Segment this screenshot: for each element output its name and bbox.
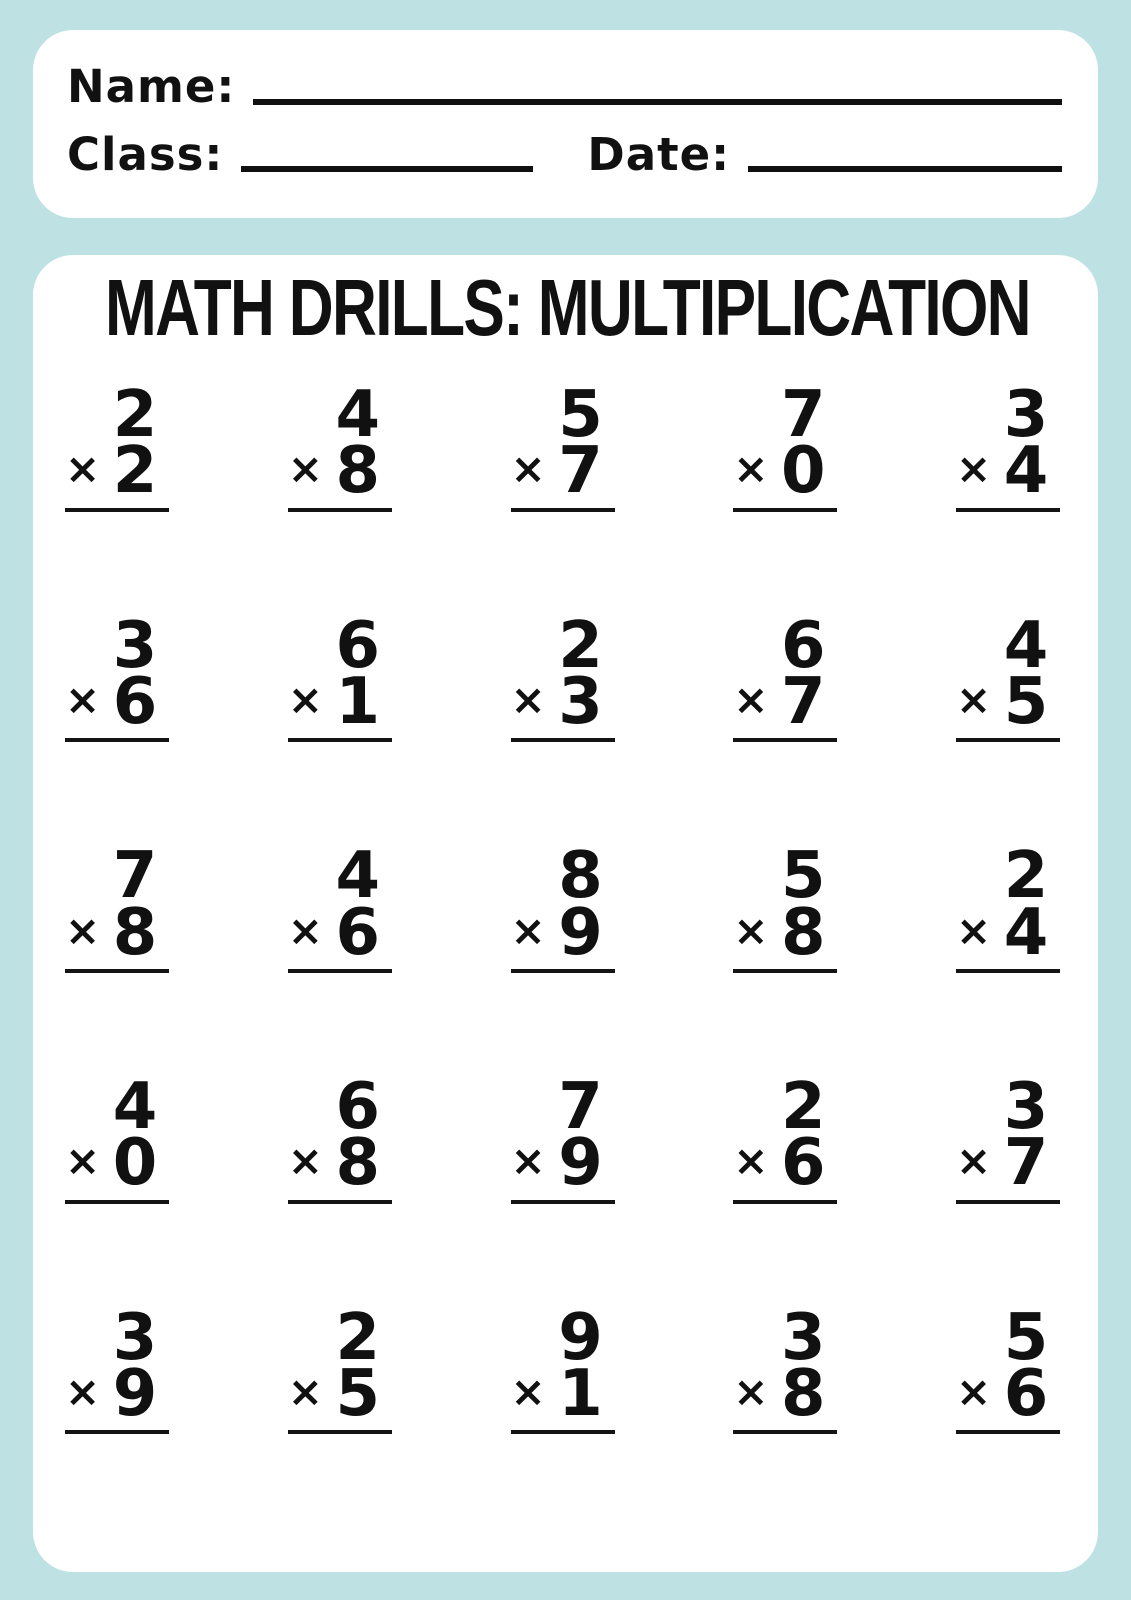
multiply-icon: × [733, 905, 769, 955]
multiplier: 8 [335, 434, 381, 509]
multiplier: 9 [558, 1126, 603, 1201]
answer-line[interactable] [65, 1200, 169, 1204]
answer-line[interactable] [511, 1430, 615, 1434]
problem-20 [956, 1069, 1060, 1204]
answer-line[interactable] [733, 738, 837, 742]
multiplicand: 6 [780, 608, 826, 683]
multiplicand: 4 [335, 378, 381, 452]
problem-15 [956, 839, 1060, 973]
multiplier: 8 [780, 1356, 826, 1431]
multiply-icon: × [287, 444, 323, 494]
problem-12 [287, 839, 392, 973]
multiplicand: 7 [112, 839, 158, 914]
answer-line[interactable] [956, 1200, 1060, 1204]
class-date-row [67, 127, 1062, 181]
multiply-icon: × [65, 675, 101, 725]
multiplier: 8 [335, 1126, 381, 1201]
problem-5 [956, 378, 1060, 512]
answer-line[interactable] [288, 508, 392, 512]
answer-line[interactable] [733, 1430, 837, 1434]
multiplicand: 6 [335, 1069, 381, 1144]
multiply-icon: × [733, 1136, 769, 1186]
multiplicand: 5 [780, 839, 826, 914]
multiply-icon: × [65, 1136, 101, 1186]
name-label: Name: [67, 60, 236, 113]
multiplicand: 2 [558, 608, 603, 683]
multiplicand: 3 [1003, 1069, 1049, 1144]
multiplicand: 7 [780, 378, 826, 452]
multiplicand: 2 [1003, 839, 1049, 914]
multiplier: 4 [1003, 434, 1049, 509]
multiplicand: 2 [780, 1069, 826, 1144]
answer-line[interactable] [956, 738, 1060, 742]
problem-10 [956, 608, 1060, 743]
answer-line[interactable] [65, 508, 169, 512]
multiplier: 4 [1003, 895, 1049, 970]
multiply-icon: × [733, 675, 769, 725]
multiplier: 1 [335, 664, 381, 739]
multiply-icon: × [510, 905, 546, 955]
multiplicand: 8 [558, 839, 603, 914]
multiply-icon: × [287, 905, 323, 955]
multiply-icon: × [287, 1136, 323, 1186]
multiplicand: 9 [558, 1300, 603, 1375]
multiply-icon: × [733, 1366, 769, 1416]
multiplier: 5 [335, 1356, 381, 1431]
problem-2 [287, 378, 392, 512]
problems-grid [63, 378, 1068, 1434]
multiplicand: 2 [335, 1300, 381, 1375]
multiplier: 9 [112, 1356, 158, 1431]
multiply-icon: × [287, 1366, 323, 1416]
name-row [67, 62, 1062, 112]
multiplicand: 5 [558, 378, 603, 452]
multiplicand: 4 [1003, 608, 1049, 683]
multiplier: 2 [112, 434, 158, 509]
problem-4 [733, 378, 837, 512]
multiplier: 5 [1003, 664, 1049, 739]
multiplier: 6 [112, 664, 158, 739]
answer-line[interactable] [288, 1430, 392, 1434]
multiply-icon: × [956, 444, 992, 494]
problem-18 [510, 1069, 615, 1204]
multiply-icon: × [956, 675, 992, 725]
multiplier: 6 [1003, 1356, 1049, 1431]
answer-line[interactable] [733, 969, 837, 973]
problem-3 [510, 378, 615, 512]
multiplier: 0 [112, 1126, 158, 1201]
answer-line[interactable] [288, 1200, 392, 1204]
multiplicand: 4 [112, 1069, 158, 1144]
multiply-icon: × [510, 1366, 546, 1416]
multiply-icon: × [287, 675, 323, 725]
multiplier: 3 [558, 664, 603, 739]
multiplier: 0 [780, 434, 826, 509]
answer-line[interactable] [288, 969, 392, 973]
multiplier: 6 [780, 1126, 826, 1201]
multiply-icon: × [733, 444, 769, 494]
multiplicand: 3 [112, 608, 158, 683]
multiply-icon: × [65, 905, 101, 955]
class-label: Class: [67, 127, 224, 181]
problems-panel [33, 255, 1098, 1572]
multiplier: 8 [112, 895, 158, 970]
multiply-icon: × [65, 444, 101, 494]
answer-line[interactable] [65, 969, 169, 973]
problem-11 [65, 839, 169, 973]
multiply-icon: × [510, 444, 546, 494]
multiplier: 8 [780, 895, 826, 970]
answer-line[interactable] [65, 738, 169, 742]
multiply-icon: × [956, 905, 992, 955]
answer-line[interactable] [511, 969, 615, 973]
multiplicand: 3 [780, 1300, 826, 1375]
name-input-line[interactable] [253, 99, 1062, 105]
problem-21 [65, 1300, 169, 1435]
multiplicand: 6 [335, 608, 381, 683]
problem-13 [510, 839, 615, 973]
multiply-icon: × [956, 1366, 992, 1416]
answer-line[interactable] [733, 1200, 837, 1204]
problem-9 [733, 608, 837, 743]
problem-1 [65, 378, 169, 512]
problem-6 [65, 608, 169, 743]
multiplier: 7 [558, 434, 603, 509]
problem-23 [510, 1300, 615, 1435]
multiplicand: 3 [1003, 378, 1049, 452]
problem-14 [733, 839, 837, 973]
problem-22 [287, 1300, 392, 1435]
answer-line[interactable] [65, 1430, 169, 1434]
date-input-line[interactable] [748, 166, 1062, 172]
answer-line[interactable] [956, 1430, 1060, 1434]
student-info-panel [33, 30, 1098, 218]
multiplicand: 2 [112, 378, 158, 452]
multiply-icon: × [65, 1366, 101, 1416]
multiplier: 1 [558, 1356, 603, 1431]
problem-7 [287, 608, 392, 743]
multiplier: 6 [335, 895, 381, 970]
multiplicand: 7 [558, 1069, 603, 1144]
multiply-icon: × [510, 1136, 546, 1186]
problem-8 [510, 608, 615, 743]
class-input-line[interactable] [241, 166, 533, 172]
problem-25 [956, 1300, 1060, 1435]
problem-17 [287, 1069, 392, 1204]
answer-line[interactable] [511, 508, 615, 512]
answer-line[interactable] [956, 969, 1060, 973]
multiplier: 7 [1003, 1126, 1049, 1201]
answer-line[interactable] [511, 1200, 615, 1204]
multiply-icon: × [510, 675, 546, 725]
date-label: Date: [587, 127, 731, 181]
problem-16 [65, 1069, 169, 1204]
multiplicand: 3 [112, 1300, 158, 1375]
multiply-icon: × [956, 1136, 992, 1186]
worksheet-title: MATH DRILLS: MULTIPLICATION [105, 262, 1030, 353]
multiplicand: 5 [1003, 1300, 1049, 1375]
multiplier: 7 [780, 664, 826, 739]
multiplicand: 4 [335, 839, 381, 914]
problem-19 [733, 1069, 837, 1204]
answer-line[interactable] [288, 738, 392, 742]
problem-24 [733, 1300, 837, 1435]
answer-line[interactable] [733, 508, 837, 512]
answer-line[interactable] [511, 738, 615, 742]
multiplier: 9 [558, 895, 603, 970]
answer-line[interactable] [956, 508, 1060, 512]
